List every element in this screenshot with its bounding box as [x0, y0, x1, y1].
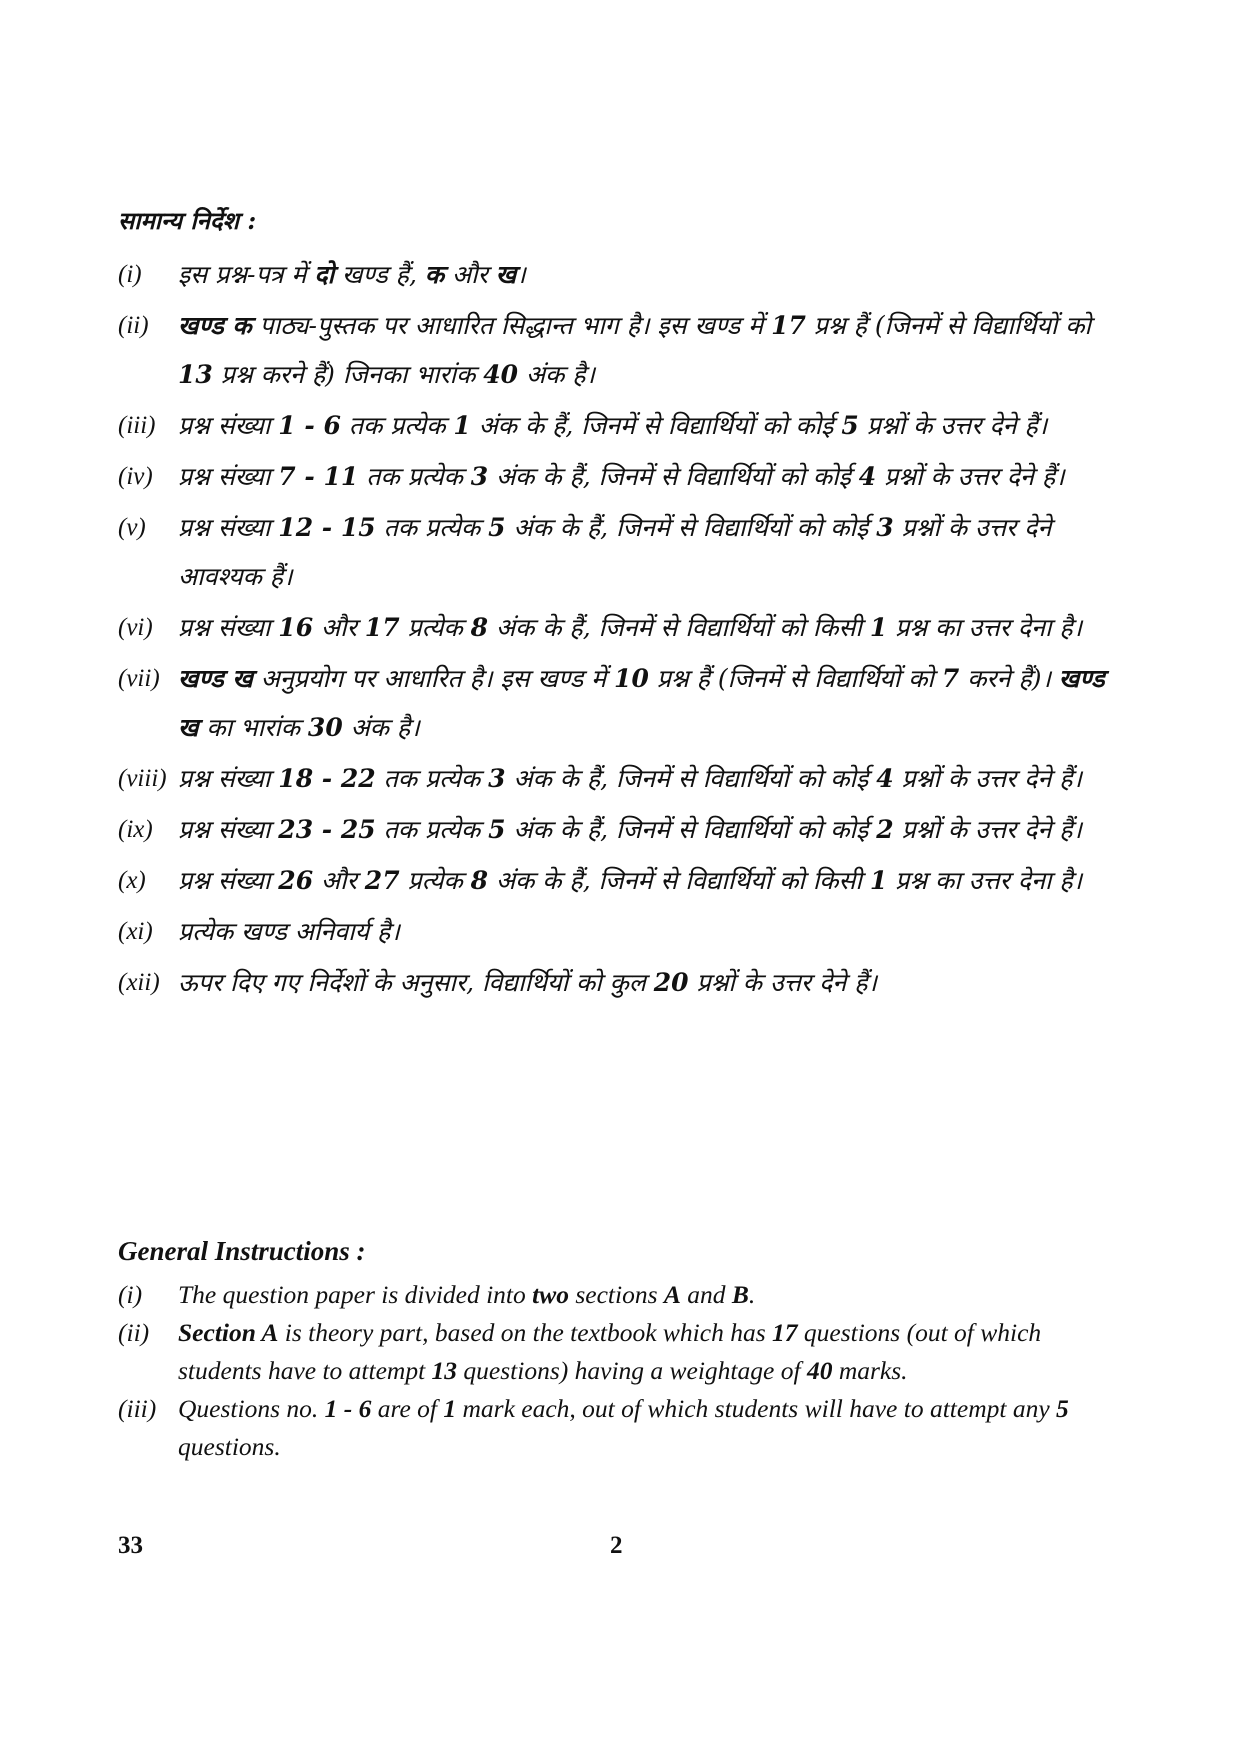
plain-text: mark each, out of which students will have to attempt any	[456, 1394, 1057, 1423]
plain-text: प्रश्न करने हैं) जिनका भारांक	[212, 360, 484, 389]
plain-text: खण्ड हैं,	[334, 260, 425, 289]
plain-text: अंक के हैं, जिनमें से विद्यार्थियों को कोई	[505, 815, 877, 844]
emphasis-text: ख	[495, 260, 517, 289]
instruction-number: (ix)	[118, 816, 153, 843]
instruction-number: (viii)	[118, 765, 167, 792]
plain-text: is theory part, based on the textbook which has	[278, 1318, 772, 1347]
plain-text: और	[444, 260, 496, 289]
plain-text: प्रश्न का उत्तर देना है।	[887, 866, 1083, 895]
instruction-text	[178, 411, 1047, 440]
instruction-number: (iii)	[118, 1394, 157, 1423]
plain-text: और	[313, 866, 365, 895]
emphasis-text: 1	[453, 411, 471, 440]
emphasis-text: 2	[876, 815, 894, 844]
instruction-number: (iv)	[118, 463, 153, 490]
emphasis-text: 16	[278, 613, 314, 642]
hindi-instructions-list	[118, 250, 1130, 1009]
emphasis-text: Section A	[178, 1318, 279, 1347]
plain-text: इस प्रश्न-पत्र में	[178, 260, 315, 289]
plain-text: अंक है।	[518, 360, 595, 389]
plain-text: तक प्रत्येक	[358, 462, 471, 491]
emphasis-text: 4	[876, 764, 894, 793]
emphasis-text: खण्ड क	[178, 311, 252, 340]
plain-text: तक प्रत्येक	[375, 764, 489, 793]
instruction-number: (v)	[118, 514, 146, 541]
instruction-number: (x)	[118, 867, 146, 894]
plain-text: ।	[516, 260, 526, 289]
english-instructions-heading: General Instructions :	[118, 1236, 366, 1266]
instruction-text	[178, 917, 400, 946]
plain-text: प्रत्येक	[399, 613, 471, 642]
emphasis-text: 17	[771, 311, 806, 340]
instruction-text	[178, 613, 1082, 642]
instruction-item	[118, 503, 1130, 601]
plain-text: प्रश्नों के उत्तर देने हैं।	[858, 411, 1048, 440]
instruction-text	[178, 513, 1051, 591]
plain-text: तक प्रत्येक	[375, 815, 489, 844]
plain-text: Questions no.	[178, 1394, 325, 1423]
plain-text: तक प्रत्येक	[340, 411, 454, 440]
hindi-instructions-heading: सामान्य निर्देश :	[118, 206, 257, 235]
emphasis-text: 20	[653, 968, 689, 997]
instruction-number: (i)	[118, 261, 142, 288]
emphasis-text: 3	[470, 462, 489, 491]
instruction-item	[118, 1314, 1130, 1390]
plain-text: ऊपर दिए गए निर्देशों के अनुसार, विद्यार्थियों को कुल	[178, 968, 654, 997]
instruction-item	[118, 654, 1130, 752]
plain-text: अंक है।	[342, 713, 420, 742]
emphasis-text: 3	[876, 513, 894, 542]
page-number: 2	[610, 1532, 623, 1559]
plain-text: questions.	[178, 1432, 281, 1461]
emphasis-text: 7	[941, 664, 960, 693]
emphasis-text: 3	[488, 764, 506, 793]
instruction-text	[178, 462, 1065, 491]
instruction-number: (xii)	[118, 969, 160, 996]
plain-text: questions (out of which students have to attempt	[178, 1318, 1042, 1385]
emphasis-text: A	[663, 1280, 681, 1309]
plain-text: अंक के हैं, जिनमें से विद्यार्थियों को कोई	[488, 462, 859, 491]
plain-text: are of	[371, 1394, 444, 1423]
emphasis-text: 40	[806, 1356, 833, 1385]
plain-text: प्रश्नों के उत्तर देने हैं।	[688, 968, 877, 997]
emphasis-text: खण्ड ख	[178, 664, 1105, 742]
emphasis-text: 40	[483, 360, 519, 389]
emphasis-text: 17	[772, 1318, 798, 1347]
instruction-item	[118, 754, 1130, 803]
plain-text: अंक के हैं, जिनमें से विद्यार्थियों को कोई	[505, 513, 877, 542]
instruction-text	[178, 968, 877, 997]
plain-text: प्रश्नों के उत्तर देने आवश्यक हैं।	[178, 513, 1052, 591]
emphasis-text: 5	[488, 815, 506, 844]
instruction-text	[178, 815, 1082, 844]
plain-text: अंक के हैं, जिनमें से विद्यार्थियों को कोई	[470, 411, 842, 440]
emphasis-text: 23 - 25	[278, 815, 376, 844]
plain-text: प्रश्न का उत्तर देना है।	[887, 613, 1083, 642]
instruction-item	[118, 401, 1130, 450]
emphasis-text: 26	[278, 866, 314, 895]
instruction-number: (vii)	[118, 665, 160, 692]
emphasis-text: 5	[488, 513, 506, 542]
emphasis-text: 5	[1056, 1394, 1069, 1423]
instruction-item	[118, 452, 1130, 501]
plain-text: प्रश्न संख्या	[178, 866, 279, 895]
plain-text: करने हैं)।	[959, 664, 1059, 693]
instruction-item	[118, 1276, 1130, 1314]
plain-text: and	[680, 1280, 732, 1309]
instruction-text	[178, 260, 526, 289]
plain-text: तक प्रत्येक	[375, 513, 489, 542]
plain-text: प्रश्न संख्या	[178, 462, 279, 491]
emphasis-text: 13	[178, 360, 213, 389]
plain-text: The question paper is divided into	[178, 1280, 533, 1309]
plain-text: marks.	[832, 1356, 908, 1385]
emphasis-text: 1 - 6	[278, 411, 341, 440]
instruction-text	[178, 311, 1091, 389]
plain-text: अंक के हैं, जिनमें से विद्यार्थियों को कोई	[505, 764, 877, 793]
plain-text: प्रश्न संख्या	[178, 764, 279, 793]
emphasis-text: 10	[614, 664, 649, 693]
emphasis-text: B	[731, 1280, 749, 1309]
instruction-item	[118, 603, 1130, 652]
plain-text: अंक के हैं, जिनमें से विद्यार्थियों को किसी	[488, 866, 870, 895]
emphasis-text: 1	[869, 613, 888, 642]
plain-text: का भारांक	[198, 713, 308, 742]
plain-text: और	[313, 613, 365, 642]
emphasis-text: दो	[314, 260, 335, 289]
plain-text: .	[748, 1280, 756, 1309]
plain-text: प्रश्न संख्या	[178, 411, 279, 440]
emphasis-text: 13	[431, 1356, 458, 1385]
plain-text: questions) having a weightage of	[457, 1356, 807, 1385]
plain-text: प्रत्येक खण्ड अनिवार्य है।	[178, 917, 400, 946]
emphasis-text: 1	[869, 866, 888, 895]
emphasis-text: 12 - 15	[278, 513, 376, 542]
emphasis-text: 5	[841, 411, 859, 440]
instruction-text	[178, 866, 1082, 895]
instruction-item	[118, 958, 1130, 1007]
instruction-number: (i)	[118, 1280, 143, 1309]
emphasis-text: 1	[443, 1394, 457, 1423]
emphasis-text: 8	[470, 613, 489, 642]
instruction-item	[118, 805, 1130, 854]
plain-text: प्रश्नों के उत्तर देने हैं।	[876, 462, 1065, 491]
emphasis-text: 7 - 11	[278, 462, 359, 491]
instruction-number: (ii)	[118, 1318, 150, 1347]
emphasis-text: 8	[470, 866, 489, 895]
instruction-item	[118, 1390, 1130, 1466]
instruction-number: (ii)	[118, 312, 149, 339]
plain-text: प्रश्न हैं (जिनमें से विद्यार्थियों को	[648, 664, 942, 693]
instruction-item	[118, 301, 1130, 399]
plain-text: प्रश्न हैं (जिनमें से विद्यार्थियों को	[805, 311, 1091, 340]
emphasis-text: क	[424, 260, 445, 289]
emphasis-text: 17	[364, 613, 400, 642]
instruction-text	[178, 1280, 755, 1309]
plain-text: प्रश्नों के उत्तर देने हैं।	[893, 815, 1083, 844]
instruction-item	[118, 250, 1130, 299]
instruction-text	[178, 1318, 1041, 1385]
plain-text: प्रश्न संख्या	[178, 513, 279, 542]
instruction-text	[178, 1394, 1069, 1461]
instruction-text	[178, 764, 1082, 793]
emphasis-text: two	[532, 1280, 569, 1309]
instruction-item	[118, 856, 1130, 905]
instruction-text	[178, 664, 1105, 742]
plain-text: अनुप्रयोग पर आधारित है। इस खण्ड में	[252, 664, 615, 693]
emphasis-text: 1 - 6	[324, 1394, 372, 1423]
plain-text: प्रश्नों के उत्तर देने हैं।	[893, 764, 1083, 793]
instruction-number: (xi)	[118, 918, 153, 945]
plain-text: पाठ्य-पुस्तक पर आधारित सिद्धान्त भाग है। इस खण्ड में	[251, 311, 772, 340]
instruction-number: (vi)	[118, 614, 153, 641]
emphasis-text: 27	[364, 866, 400, 895]
emphasis-text: खण्ड ख	[178, 664, 253, 693]
emphasis-text: 18 - 22	[278, 764, 376, 793]
plain-text: sections	[568, 1280, 664, 1309]
plain-text: प्रत्येक	[399, 866, 471, 895]
paper-code: 33	[118, 1532, 143, 1559]
plain-text: अंक के हैं, जिनमें से विद्यार्थियों को किसी	[488, 613, 870, 642]
plain-text: प्रश्न संख्या	[178, 815, 279, 844]
emphasis-text: 30	[307, 713, 343, 742]
plain-text: प्रश्न संख्या	[178, 613, 279, 642]
emphasis-text: 4	[858, 462, 877, 491]
instruction-item	[118, 907, 1130, 956]
english-instructions-list	[118, 1276, 1130, 1466]
instruction-number: (iii)	[118, 412, 156, 439]
